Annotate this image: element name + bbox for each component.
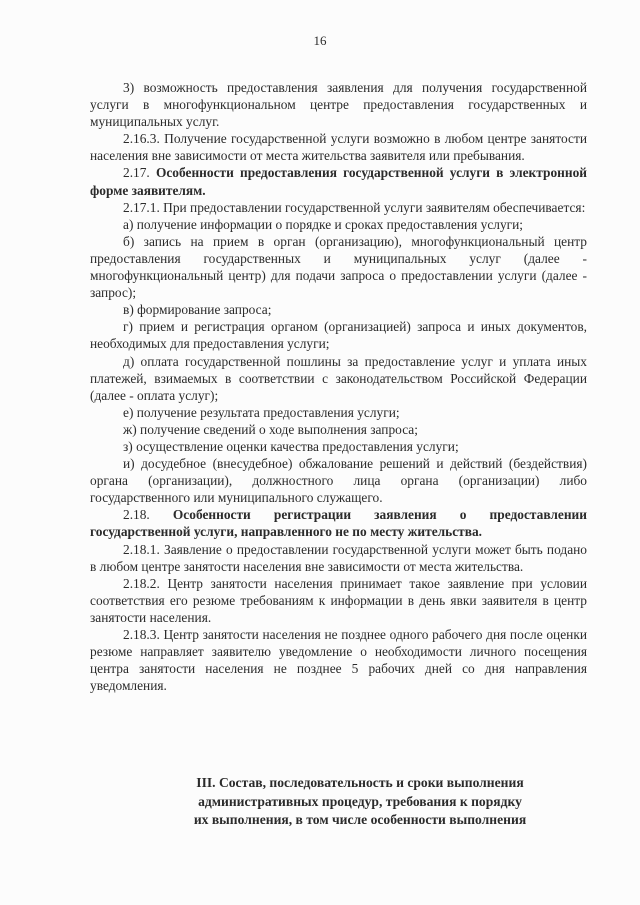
list-item: д) оплата государственной пошлины за предоставление услуг и уплата иных платежей, взимаемых в соответствии с законодательством Российской Федерации (далее - оплата услуг);: [90, 353, 587, 403]
paragraph: 2.18.1. Заявление о предоставлении государственной услуги может быть подано в любом центре занятости населения вне зависимости от места жительства.: [90, 541, 587, 574]
section-title-2-17: 2.17. Особенности предоставления государственной услуги в электронной форме заявителям.: [90, 165, 588, 198]
list-item: ж) получение сведений о ходе выполнения запроса;: [123, 421, 418, 437]
list-item: е) получение результата предоставления услуги;: [123, 404, 400, 420]
paragraph: 2.16.3. Получение государственной услуги возможно в любом центре занятости населения вне зависимости от места жительства заявителя или пребывания.: [90, 131, 587, 164]
list-item: а) получение информации о порядке и сроках предоставления услуги;: [123, 216, 524, 232]
list-item: и) досудебное (внесудебное) обжалование решений и действий (бездействия) органа (организации), должностного лица органа (организации) либо государственного или муниципального служащего.: [90, 456, 587, 506]
paragraph: 3) возможность предоставления заявления для получения государственной услуги в многофункциональном центре предоставления государственных и муниципальных услуг.: [90, 80, 587, 130]
section-heading-line: III. Состав, последовательность и сроки выполнения: [196, 775, 524, 790]
page-number: 16: [313, 33, 327, 48]
list-item: г) прием и регистрация органом (организацией) запроса и иных документов, необходимых для предоставления услуги;: [90, 319, 587, 352]
section-title-2-18: 2.18. Особенности регистрации заявления о предоставлении государственной услуги, направленного не по месту жительства.: [90, 507, 587, 540]
section-heading-line: их выполнения, в том числе особенности выполнения: [193, 812, 527, 827]
list-item: в) формирование запроса;: [123, 302, 272, 318]
paragraph: 2.17.1. При предоставлении государственной услуги заявителям обеспечивается:: [123, 199, 586, 215]
document-body: [90, 79, 587, 694]
list-item: з) осуществление оценки качества предоставления услуги;: [123, 438, 459, 454]
list-item: б) запись на прием в орган (организацию), многофункциональный центр предоставления государственных и муниципальных услуг (далее - многофункциональный центр) для подачи запроса о предоставлении услуги (далее - запрос);: [90, 233, 587, 301]
paragraph: 2.18.3. Центр занятости населения не позднее одного рабочего дня после оценки резюме направляет заявителю уведомление о необходимости личного посещения центра занятости населения не позднее 5 рабочих дней со дня направления уведомления.: [90, 627, 587, 694]
section-heading: [160, 774, 560, 830]
paragraph: 2.18.2. Центр занятости населения принимает такое заявление при условии соответствия его резюме требованиям к информации в день явки заявителя в центр занятости населения.: [90, 575, 587, 625]
section-heading-line: административных процедур, требования к порядку: [198, 793, 522, 809]
